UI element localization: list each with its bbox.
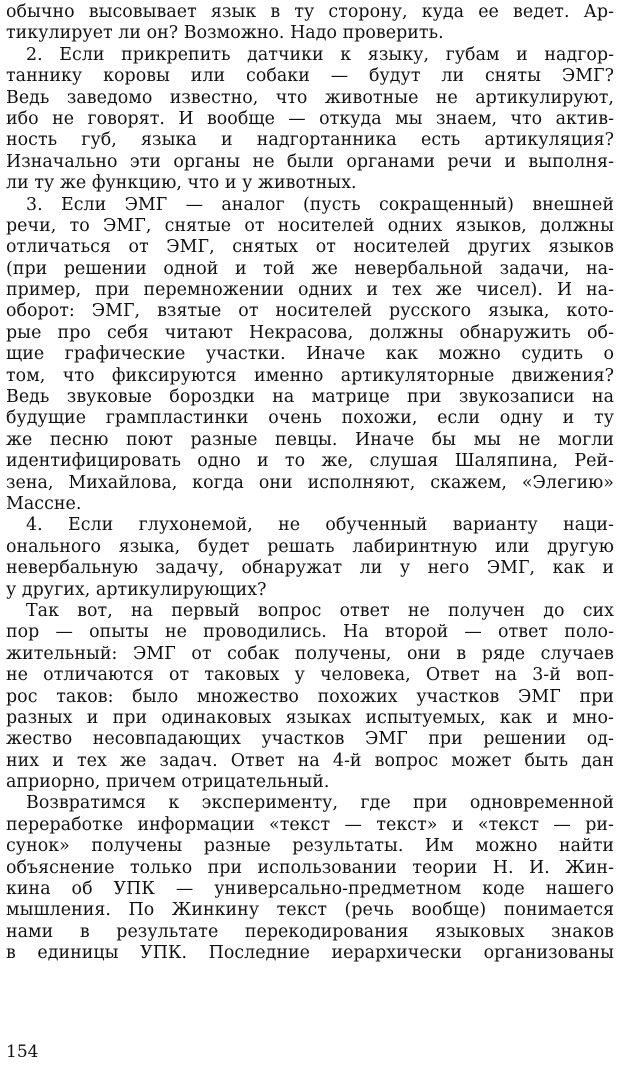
- text-line: мышления. По Жинкину текст (речь вообще) понимается: [6, 900, 614, 921]
- text-line: же песню поют разные певцы. Иначе бы мы не могли: [6, 429, 614, 450]
- text-line: Возвратимся к эксперименту, где при одновременной: [26, 793, 614, 814]
- text-line: объяснение только при использовании теории Н. И. Жин-: [6, 857, 614, 878]
- text-line: ибо не говорят. И вообще — откуда мы знаем, что актив-: [6, 108, 614, 129]
- text-line: отличаться от ЭМГ, снятых от носителей других языков: [6, 237, 614, 258]
- text-line: идентифицировать одно и то же, слушая Шаляпина, Рей-: [6, 451, 614, 472]
- text-line: зена, Михайлова, когда они исполняют, скажем, «Элегию»: [6, 472, 614, 493]
- text-line: ли ту же функцию, что и у животных.: [6, 173, 357, 194]
- text-line: жительный: ЭМГ от собак получены, они в ряде случаев: [6, 643, 614, 664]
- text-line: таннику коровы или собаки — будут ли сняты ЭМГ?: [6, 66, 614, 87]
- text-line: пример, при перемножении одних и тех же чисел). И на-: [6, 280, 614, 301]
- text-line: 2. Если прикрепить датчики к языку, губам и надгор-: [26, 44, 614, 65]
- text-line: Ведь заведомо известно, что животные не артикулируют,: [6, 87, 614, 108]
- text-line: разных и при одинаковых языках испытуемых, как и мно-: [6, 707, 614, 728]
- page-number: 154: [6, 1042, 39, 1062]
- text-line: обычно высовывает язык в ту сторону, куда ее ведет. Ар-: [6, 2, 614, 22]
- text-line: ность губ, языка и надгортанника есть артикуляция?: [6, 130, 614, 151]
- book-page: [6, 2, 614, 965]
- text-line: кина об УПК — универсально-предметном коде нашего: [6, 879, 614, 900]
- text-line: Изначально эти органы не были органами речи и выполня-: [6, 151, 614, 172]
- text-line: Ведь звуковые бороздки на матрице при звукозаписи на: [6, 387, 614, 408]
- text-line: сунок» получены разные результаты. Им можно найти: [6, 836, 614, 857]
- text-line: в единицы УПК. Последние иерархически организованы: [6, 943, 614, 964]
- text-line: том, что фиксируются именно артикуляторные движения?: [6, 365, 614, 386]
- text-line: 4. Если глухонемой, не обученный варианту наци-: [26, 515, 614, 536]
- text-line: невербальную задачу, обнаружат ли у него ЭМГ, как и: [6, 558, 614, 579]
- text-line: щие графические участки. Иначе как можно судить о: [6, 344, 614, 365]
- text-line: рос таков: было множество похожих участков ЭМГ при: [6, 686, 614, 707]
- text-line: (при решении одной и той же невербальной задачи, на-: [6, 258, 614, 279]
- text-line: нами в результате перекодирования языковых знаков: [6, 921, 614, 942]
- text-line: 3. Если ЭМГ — аналог (пусть сокращенный) внешней: [26, 194, 614, 215]
- text-line: рые про себя читают Некрасова, должны обнаружить об-: [6, 322, 614, 343]
- text-line: априорно, причем отрицательный.: [6, 772, 330, 793]
- text-line: них и тех же задач. Ответ на 4-й вопрос может быть дан: [6, 750, 614, 771]
- text-line: пор — опыты не проводились. На второй — ответ поло-: [6, 622, 614, 643]
- text-line: переработке информации «текст — текст» и «текст — ри-: [6, 814, 614, 835]
- text-line: Так вот, на первый вопрос ответ не получен до сих: [26, 600, 614, 621]
- text-line: не отличаются от таковых у человека, Ответ на 3-й воп-: [6, 665, 614, 686]
- text-line: Массне.: [6, 493, 82, 514]
- text-line: жество несовпадающих участков ЭМГ при решении од-: [6, 729, 614, 750]
- text-line: тикулирует ли он? Возможно. Надо проверить.: [6, 23, 444, 44]
- text-line: оборот: ЭМГ, взятые от носителей русского языка, кото-: [6, 301, 614, 322]
- text-line: речи, то ЭМГ, снятые от носителей одних языков, должны: [6, 215, 614, 236]
- text-line: у других, артикулирующих?: [6, 579, 267, 600]
- text-line: будущие грампластинки очень похожи, если одну и ту: [6, 408, 614, 429]
- text-line: онального языка, будет решать лабиринтную или другую: [6, 536, 614, 557]
